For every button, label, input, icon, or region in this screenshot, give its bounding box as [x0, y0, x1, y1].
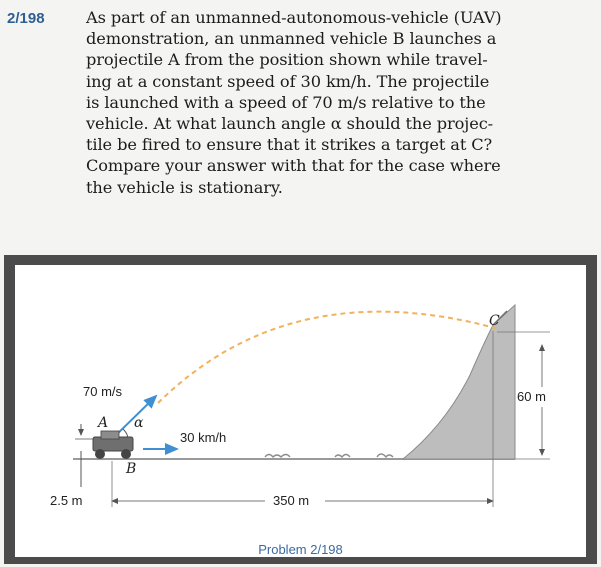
target-c-label: C: [489, 313, 500, 329]
statement-line: Compare your answer with that for the case where: [86, 156, 501, 176]
statement-line: is launched with a speed of 70 m/s relative to the: [86, 92, 486, 112]
figure-caption: Problem 2/198: [258, 542, 343, 557]
statement-line: tile be fired to ensure that it strikes a target at C?: [86, 135, 493, 155]
problem-statement: [86, 7, 591, 198]
statement-line: projectile A from the position shown while travel-: [86, 50, 488, 70]
vehicle-b-label: B: [126, 461, 137, 477]
target-height-label: 60 m: [517, 389, 546, 404]
figure-panel: [15, 265, 586, 557]
statement-line: the vehicle is stationary.: [86, 177, 283, 197]
problem-statement-block: [0, 0, 601, 250]
projectile-trajectory: [158, 312, 495, 403]
statement-line: demonstration, an unmanned vehicle B launches a: [86, 29, 497, 49]
statement-line: vehicle. At what launch angle α should the projec-: [86, 113, 494, 133]
statement-line: As part of an unmanned-autonomous-vehicle (UAV): [86, 8, 502, 27]
alpha-label: α: [134, 415, 144, 431]
vehicle-speed-label: 30 km/h: [180, 430, 227, 445]
figure-frame: [4, 255, 597, 564]
launch-height-label: 2.5 m: [50, 493, 83, 508]
point-a-label: A: [98, 415, 109, 431]
distance-label: 350 m: [273, 493, 310, 508]
problem-number: 2/198: [7, 10, 45, 27]
problem-diagram: [15, 265, 586, 557]
ground-brush: [265, 454, 418, 457]
launch-speed-label: 70 m/s: [83, 384, 123, 399]
statement-line: ing at a constant speed of 30 km/h. The projectile: [86, 71, 490, 91]
